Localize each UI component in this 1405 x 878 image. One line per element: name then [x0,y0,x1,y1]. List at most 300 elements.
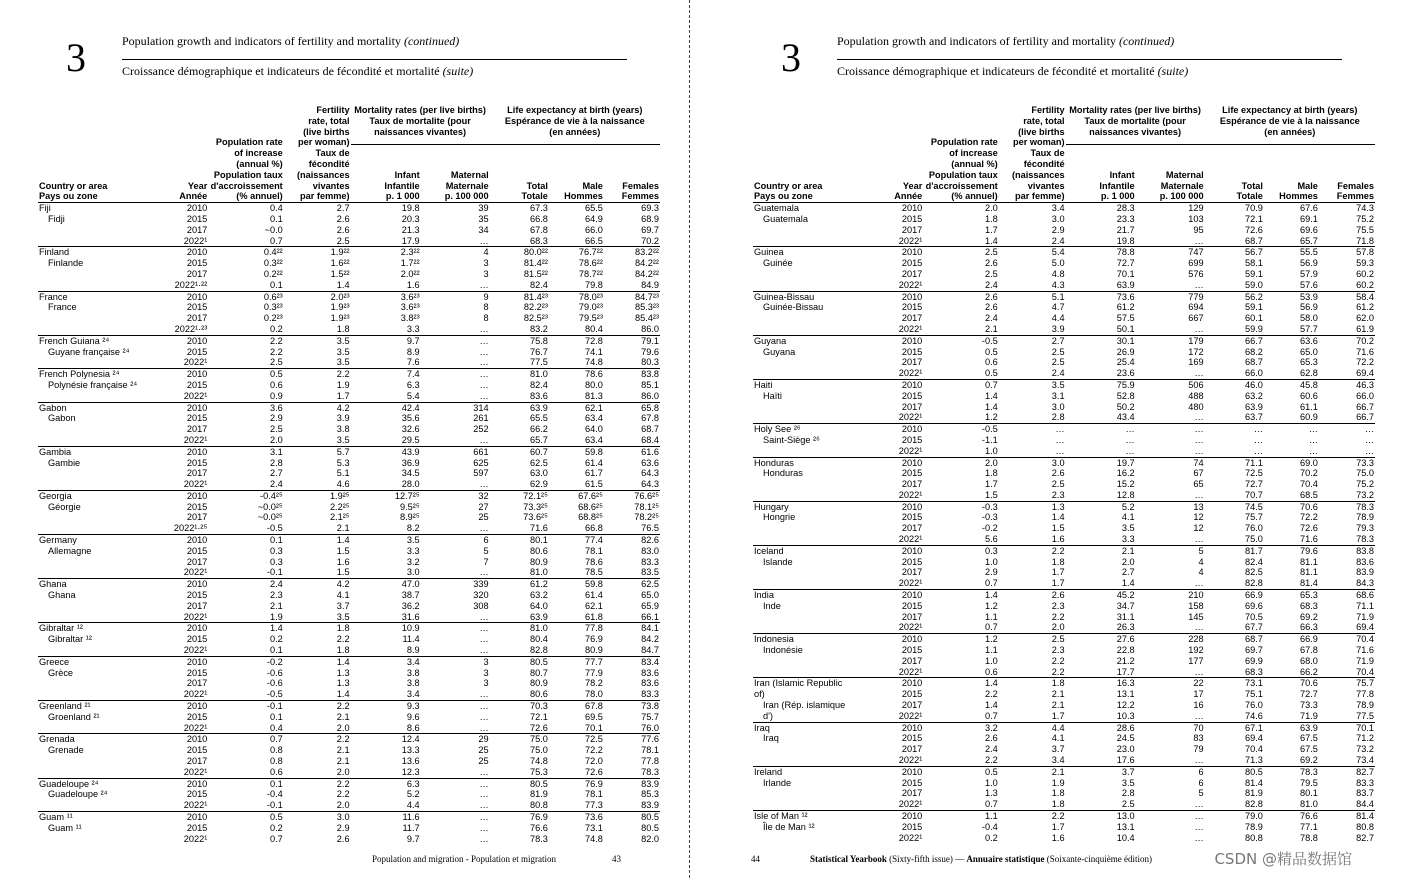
female-cell: 73.2 [1356,744,1374,755]
fertility-cell: 3.4 [999,203,1066,214]
fertility-cell: 2.1 [336,523,350,534]
total-cell: 62.9 [530,479,548,490]
country-cell [753,799,877,810]
maternal-cell: 95 [1193,224,1204,235]
table-row [753,258,1375,269]
maternal-cell: 6 [1136,766,1205,777]
table-row [38,767,660,778]
year-cell: 2017 [901,788,923,799]
header-year: Year Année [179,180,208,202]
fertility-cell: 3.7 [336,600,350,611]
male-cell: 63.4 [585,434,603,445]
total-cell: 80.5 [490,778,549,789]
chapter-number: 3 [66,35,86,80]
year-cell: 2010 [877,722,923,733]
table-row [38,369,660,380]
total-cell: 70.3 [490,701,549,712]
total-cell: 56.2 [1205,291,1264,302]
country-cell [753,236,877,247]
country-cell: Fidji [48,213,65,224]
male-cell: 62.8 [1300,368,1318,379]
fertility-cell: 3.0 [284,812,351,823]
pop-rate-cell: 2.2 [984,755,998,766]
infant-cell: 9.7 [351,335,421,346]
female-cell: … [1364,434,1374,445]
pop-rate-cell: 1.2 [984,412,998,423]
fertility-cell: 1.3 [336,667,350,678]
infant-cell: 2.1 [1066,545,1136,556]
total-cell: 75.0 [530,745,548,756]
total-cell: 81.0 [530,567,548,578]
male-cell: 78.8 [1300,832,1318,843]
fertility-cell: 2.3 [1051,600,1065,611]
table-row [753,656,1375,667]
year-cell: 2010 [877,501,923,512]
year-cell: 2010 [162,812,208,823]
country-cell: Groenland ²¹ [48,711,100,722]
female-cell: 74.3 [1319,203,1375,214]
country-cell: Guatemala [753,203,877,214]
country-cell: Isle of Man ¹² [753,811,877,822]
year-cell: 2022¹ [183,833,208,844]
header-fertility: Fertility rate, total (live births per woman) Taux de fécondité (naissances vivantes par femme) [1011,105,1065,202]
year-cell: 2017 [901,744,923,755]
country-cell [753,622,877,633]
male-cell: 69.2 [1300,611,1318,622]
female-cell: 78.1 [641,745,659,756]
year-cell: 2015 [901,600,923,611]
country-cell [38,601,162,612]
country-cell: Grenade [48,745,84,756]
country-cell: Iceland [753,545,877,556]
year-cell: 2017 [901,268,923,279]
female-cell: 65.9 [641,600,659,611]
table-row [753,391,1375,402]
table-row [753,424,1375,435]
year-cell: 2010 [162,656,208,667]
table-row [753,601,1375,612]
maternal-cell: … [479,611,489,622]
infant-cell: 2.8 [1121,788,1135,799]
female-cell: 82.6 [604,535,660,546]
maternal-cell: … [1194,489,1204,500]
female-cell: 46.3 [1319,379,1375,390]
total-cell: 83.2 [530,323,548,334]
table-row [38,468,660,479]
female-cell: 66.7 [1356,412,1374,423]
female-cell: 76.5 [641,523,659,534]
year-cell: 2015 [901,733,923,744]
fertility-cell: 1.9²³ [330,313,350,324]
total-cell: 68.7 [1245,357,1263,368]
fertility-cell: 3.9 [1051,323,1065,334]
fertility-cell: 2.6 [999,590,1066,601]
table-row [753,236,1375,247]
male-cell: 61.1 [1300,401,1318,412]
female-cell: 80.5 [604,812,660,823]
year-cell: 2022¹ [183,689,208,700]
total-cell: 69.7 [1245,645,1263,656]
title-french: Croissance démographique et indicateurs de fécondité et mortalité (suite) [837,64,1189,78]
country-cell: France [48,302,77,313]
pop-rate-cell: 1.7 [984,479,998,490]
table-row [753,534,1375,545]
female-cell: 80.5 [641,822,659,833]
maternal-cell: 261 [473,413,489,424]
male-cell: 81.4 [1300,578,1318,589]
table-row [38,778,660,789]
year-cell: 2022¹ [183,766,208,777]
year-cell: 2010 [162,579,208,590]
maternal-cell: 4 [1198,567,1204,578]
pop-rate-cell: 2.4 [208,579,283,590]
female-cell: 78.3 [641,766,659,777]
pop-rate-cell: 1.5 [984,489,998,500]
country-cell [753,788,877,799]
header-infant: Infant Infantile p. 1 000 [1066,144,1136,203]
infant-cell: 2.7 [1121,567,1135,578]
pop-rate-cell: 1.3 [984,788,998,799]
country-cell: Polynésie française ²⁴ [48,379,138,390]
year-cell: 2010 [162,535,208,546]
country-cell: Ghana [38,579,162,590]
country-cell [38,424,162,435]
maternal-cell: … [479,235,489,246]
infant-cell: 3.8 [406,678,420,689]
pop-rate-cell: 3.6 [208,402,283,413]
year-cell: 2015 [901,468,923,479]
pop-rate-cell: -0.5 [923,335,998,346]
total-cell: 71.6 [530,523,548,534]
fertility-cell: 2.2 [1051,655,1065,666]
fertility-cell: 2.4 [1051,368,1065,379]
fertility-cell: 1.8 [1051,788,1065,799]
table-row [38,745,660,756]
maternal-cell: 22 [1136,678,1205,689]
male-cell: 74.8 [585,833,603,844]
table-row [38,324,660,335]
pop-rate-cell: 1.4 [923,678,998,689]
pop-rate-cell: 0.7 [984,710,998,721]
pop-rate-cell: 0.2²² [263,268,283,279]
fertility-cell: 4.4 [1051,313,1065,324]
table-row [38,579,660,590]
fertility-cell: 2.2 [284,778,351,789]
pop-rate-cell: 2.6 [984,258,998,269]
fertility-cell: 2.1²⁵ [329,512,350,523]
table-row [753,501,1375,512]
pop-rate-cell: 1.4 [984,235,998,246]
total-cell: 59.9 [1245,323,1263,334]
total-cell: 58.1 [1245,258,1263,269]
male-cell: 61.7 [585,468,603,479]
total-cell: 71.3 [1245,755,1263,766]
infant-cell: 8.9²⁵ [400,512,420,523]
male-cell: 67.5 [1300,744,1318,755]
total-cell: 81.0 [490,623,549,634]
country-cell: Guyana [753,335,877,346]
pop-rate-cell: 0.8 [269,756,283,767]
infant-cell: … [1125,445,1135,456]
infant-cell: 3.5 [1121,777,1135,788]
country-cell [38,435,162,446]
male-cell: 68.5 [1300,489,1318,500]
pop-rate-cell: 0.2 [269,323,283,334]
maternal-cell: 74 [1136,457,1205,468]
fertility-cell: 2.5 [1051,346,1065,357]
total-cell: 80.4 [530,634,548,645]
fertility-cell: 2.7 [999,335,1066,346]
table-row [753,446,1375,457]
maternal-cell: 172 [1188,346,1204,357]
pop-rate-cell: 2.0 [923,203,998,214]
year-cell: 2022¹ [898,578,923,589]
fertility-cell: 2.1 [336,711,350,722]
year-cell: 2015 [186,457,208,468]
year-cell: 2010 [162,369,208,380]
pop-rate-cell: 2.7 [269,468,283,479]
female-cell: 69.4 [1356,368,1374,379]
total-cell: 80.7 [530,667,548,678]
total-cell: 81.9 [530,789,548,800]
country-cell [38,523,162,534]
male-cell: 70.4 [1300,479,1318,490]
table-row [753,755,1375,766]
total-cell: 66.7 [1205,335,1264,346]
infant-cell: 2.5 [1121,799,1135,810]
pop-rate-cell: 2.4 [984,313,998,324]
female-cell: 86.0 [641,390,659,401]
fertility-cell: 2.2 [336,789,350,800]
country-cell [753,612,877,623]
female-cell: 78.1²⁵ [634,501,659,512]
table-row [753,778,1375,789]
total-cell: 81.4²³ [490,291,549,302]
country-cell: Honduras [753,457,877,468]
fertility-cell: 2.3 [1051,645,1065,656]
table-row [38,424,660,435]
table-row [753,225,1375,236]
country-cell: Hungary [753,501,877,512]
female-cell: 66.0 [1356,390,1374,401]
total-cell: 60.1 [1245,313,1263,324]
fertility-cell: 1.4 [336,279,350,290]
year-cell: 2022¹ [183,645,208,656]
total-cell: 75.0 [490,734,549,745]
table-row [753,457,1375,468]
fertility-cell: 1.9²³ [330,302,350,313]
pop-rate-cell: 2.2 [984,689,998,700]
pop-rate-cell: 0.7 [208,734,283,745]
infant-cell: 3.4 [406,689,420,700]
maternal-cell: 35 [478,213,489,224]
maternal-cell: 597 [473,468,489,479]
male-cell: 77.9 [585,667,603,678]
maternal-cell: … [479,346,489,357]
fertility-cell: 2.3 [1051,489,1065,500]
female-cell: 69.4 [1356,622,1374,633]
infant-cell: 70.1 [1116,268,1135,279]
infant-cell: 8.2 [406,523,420,534]
infant-cell: 31.1 [1116,611,1135,622]
female-cell: 83.0 [641,545,659,556]
year-cell: 2017 [186,600,208,611]
infant-cell: 3.5 [351,535,421,546]
pop-rate-cell: -0.6 [266,667,283,678]
total-cell: 83.6 [530,390,548,401]
pop-rate-cell: 0.2 [269,634,283,645]
maternal-cell: 25 [478,745,489,756]
female-cell: 82.0 [641,833,659,844]
country-cell [38,269,162,280]
pop-rate-cell: 1.2 [984,600,998,611]
fertility-cell: 2.6 [336,213,350,224]
header-pop-rate: Population rate of increase (annual %) Population taux d'accroissement (% annuel) [925,137,998,202]
year-cell: 2022¹ [898,622,923,633]
fertility-cell: 2.9 [1051,224,1065,235]
infant-cell: 72.7 [1116,258,1135,269]
male-cell: 72.6 [585,766,603,777]
fertility-cell: 5.4 [999,247,1066,258]
total-cell: 69.6 [1245,600,1263,611]
maternal-cell: … [1136,811,1205,822]
pop-rate-cell: 0.1 [269,711,283,722]
male-cell: 59.8 [549,579,604,590]
female-cell: 64.3 [641,468,659,479]
pop-rate-cell: 0.2 [984,832,998,843]
table-row [38,557,660,568]
country-cell [38,225,162,236]
female-cell: 71.1 [1356,600,1374,611]
table-row [753,822,1375,833]
country-cell [753,357,877,368]
female-cell: 58.4 [1319,291,1375,302]
year-cell: 2017 [186,224,208,235]
maternal-cell: 3 [483,667,489,678]
infant-cell: 32.6 [401,424,420,435]
female-cell: 85.3 [641,789,659,800]
year-cell: 2022¹ [898,323,923,334]
pop-rate-cell: 1.4 [208,623,283,634]
year-cell: 2022¹·²³ [174,323,208,334]
year-cell: 2010 [877,766,923,777]
female-cell: 69.3 [604,203,660,214]
female-cell: 73.8 [604,701,660,712]
year-cell: 2015 [186,711,208,722]
country-cell: India [753,590,877,601]
infant-cell: 7.4 [351,369,421,380]
country-cell: Guatemala [763,213,808,224]
maternal-cell: … [1194,235,1204,246]
male-cell: 72.0 [585,756,603,767]
female-cell: 84.7 [641,645,659,656]
female-cell: 81.4 [1319,811,1375,822]
year-cell: 2015 [186,379,208,390]
year-cell: 2015 [186,545,208,556]
infant-cell: 17.6 [1116,755,1135,766]
infant-cell: 43.9 [351,446,421,457]
male-cell: 69.6 [1300,224,1318,235]
country-cell: Guam ¹¹ [38,812,162,823]
infant-cell: 4.4 [406,800,420,811]
fertility-cell: 1.5 [1051,523,1065,534]
maternal-cell: 8 [483,302,489,313]
table-row [38,512,660,523]
table-row [753,402,1375,413]
table-row [38,623,660,634]
male-cell: 79.0²³ [578,302,603,313]
male-cell: 78.6²² [578,258,603,269]
total-cell: 63.9 [490,402,549,413]
year-cell: 2017 [901,567,923,578]
infant-cell: 38.7 [401,590,420,601]
country-cell [753,667,877,678]
fertility-cell: 2.4 [1051,235,1065,246]
infant-cell: 3.3 [1121,534,1135,545]
title-rule [122,59,627,60]
year-cell: 2022¹ [183,611,208,622]
table-row [753,590,1375,601]
female-cell: 83.3 [1356,777,1374,788]
male-cell: 72.6 [1300,523,1318,534]
table-row [753,512,1375,523]
pop-rate-cell: -0.3 [923,501,998,512]
maternal-cell: 12 [1193,523,1204,534]
pop-rate-cell: 2.6 [984,733,998,744]
male-cell: 53.9 [1264,291,1319,302]
pop-rate-cell: 0.4 [208,203,283,214]
country-cell [753,755,877,766]
total-cell: 75.7 [1245,512,1263,523]
country-cell [753,324,877,335]
year-cell: 2010 [877,424,923,435]
pop-rate-cell: 1.1 [984,611,998,622]
maternal-cell: 16 [1193,700,1204,711]
fertility-cell: 2.2 [284,369,351,380]
male-cell: 65.5 [549,203,604,214]
year-cell: 2010 [877,203,923,214]
country-cell [38,800,162,811]
pop-rate-cell: 2.1 [269,600,283,611]
country-cell: French Polynesia ²⁴ [38,369,162,380]
year-cell: 2015 [901,213,923,224]
fertility-cell: 1.6 [1051,534,1065,545]
pop-rate-cell: 0.7 [984,799,998,810]
female-cell: 83.6 [641,667,659,678]
female-cell: 84.3 [1356,578,1374,589]
infant-cell: 28.6 [1066,722,1136,733]
fertility-cell: 4.6 [336,479,350,490]
total-cell: 80.5 [1205,766,1264,777]
total-cell: 80.1 [490,535,549,546]
year-cell: 2017 [186,756,208,767]
table-row [753,788,1375,799]
fertility-cell: 1.4 [1051,512,1065,523]
infant-cell: 45.2 [1066,590,1136,601]
pop-rate-cell: -0.4 [981,821,998,832]
fertility-cell: 3.8 [336,424,350,435]
male-cell: 79.5 [1300,777,1318,788]
maternal-cell: 6 [421,535,490,546]
fertility-cell: 1.7 [1051,710,1065,721]
female-cell: 75.7 [641,711,659,722]
total-cell: 76.0 [1245,523,1263,534]
female-cell: 67.8 [641,413,659,424]
table-row [753,700,1375,711]
table-row [753,612,1375,623]
fertility-cell: 5.1 [336,468,350,479]
infant-cell: 23.0 [1116,744,1135,755]
